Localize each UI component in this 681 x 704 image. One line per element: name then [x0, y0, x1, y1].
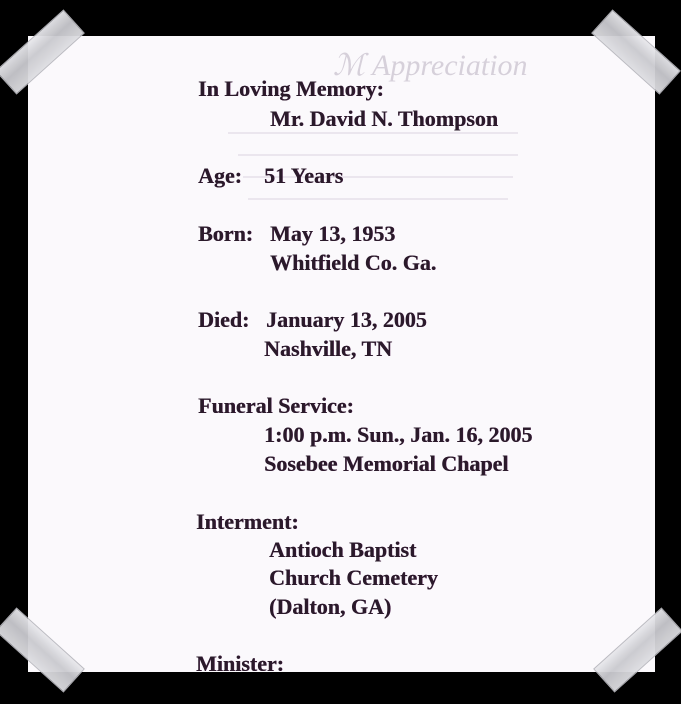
bleed-through-line: [238, 154, 518, 156]
age-label: Age:: [198, 163, 242, 188]
bleed-through-text: ℳ Appreciation: [333, 49, 528, 82]
interment-label: Interment:: [196, 509, 299, 534]
died-label: Died:: [198, 307, 250, 332]
age-value: 51 Years: [264, 163, 344, 188]
died-place: Nashville, TN: [264, 336, 392, 361]
born-place: Whitfield Co. Ga.: [270, 250, 437, 275]
service-place: Sosebee Memorial Chapel: [264, 451, 509, 476]
interment-line-1: Antioch Baptist: [269, 537, 417, 562]
died-date: January 13, 2005: [266, 307, 427, 332]
obituary-page: [28, 36, 655, 672]
service-label: Funeral Service:: [198, 393, 354, 418]
bleed-through-line: [248, 198, 508, 200]
interment-line-2: Church Cemetery: [269, 565, 438, 590]
deceased-name: Mr. David N. Thompson: [270, 106, 499, 131]
minister-label: Minister:: [196, 651, 284, 672]
service-time: 1:00 p.m. Sun., Jan. 16, 2005: [264, 422, 533, 447]
born-date: May 13, 1953: [270, 221, 396, 246]
memory-label: In Loving Memory:: [198, 76, 384, 101]
interment-line-3: (Dalton, GA): [269, 594, 392, 619]
born-label: Born:: [198, 221, 253, 246]
